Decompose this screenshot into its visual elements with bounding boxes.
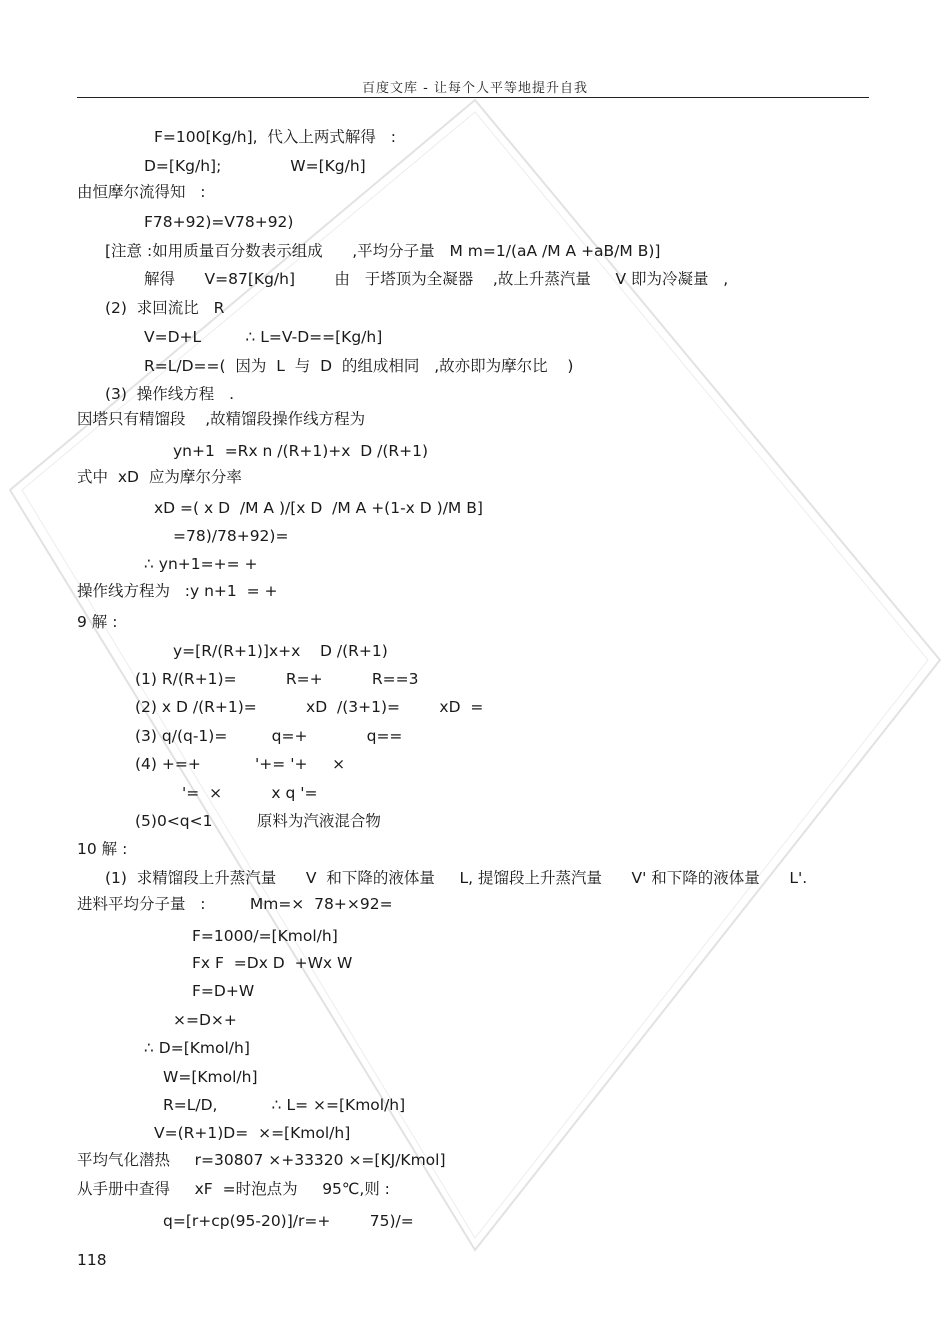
page-number: 118: [77, 1251, 107, 1269]
text-line: y=[R/(R+1)]x+x D /(R+1): [173, 642, 388, 660]
text-line: 解得 V=87[Kg/h] 由 于塔顶为全凝器 ,故上升蒸汽量 V 即为冷凝量 ,: [144, 270, 729, 288]
text-line: (2) x D /(R+1)= xD /(3+1)= xD =: [135, 698, 484, 716]
text-line: yn+1 =Rx n /(R+1)+x D /(R+1): [173, 442, 429, 460]
text-line: '= × x q '=: [182, 784, 318, 802]
text-line: F78+92)=V78+92): [144, 213, 294, 231]
text-line: 10 解 :: [77, 840, 128, 858]
text-line: ∴ D=[Kmol/h]: [144, 1039, 250, 1057]
text-line: (1) 求精馏段上升蒸汽量 V 和下降的液体量 L, 提馏段上升蒸汽量 V' 和下降的液体量 L'.: [105, 869, 808, 887]
text-line: ×=D×+: [173, 1011, 237, 1029]
text-line: (3) 操作线方程 .: [105, 385, 235, 403]
text-line: 操作线方程为 :y n+1 = +: [77, 582, 278, 600]
text-line: W=[Kmol/h]: [163, 1068, 258, 1086]
text-line: (3) q/(q-1)= q=+ q==: [135, 727, 403, 745]
text-line: [注意 :如用质量百分数表示组成 ,平均分子量 M m=1/(aA /M A +aB/M B)]: [105, 242, 661, 260]
text-line: Fx F =Dx D +Wx W: [192, 954, 353, 972]
text-line: (2) 求回流比 R: [105, 299, 225, 317]
text-line: F=D+W: [192, 982, 255, 1000]
text-line: V=(R+1)D= ×=[Kmol/h]: [154, 1124, 351, 1142]
text-line: F=100[Kg/h], 代入上两式解得 :: [154, 128, 396, 146]
text-line: 从手册中查得 xF =时泡点为 95℃,则 :: [77, 1180, 390, 1198]
text-line: R=L/D, ∴ L= ×=[Kmol/h]: [163, 1096, 406, 1114]
text-line: q=[r+cp(95-20)]/r=+ 75)/=: [163, 1212, 414, 1230]
text-line: (5)0<q<1 原料为汽液混合物: [135, 812, 381, 830]
text-line: (4) +=+ '+= '+ ×: [135, 755, 346, 773]
text-line: V=D+L ∴ L=V-D==[Kg/h]: [144, 328, 383, 346]
text-line: 因塔只有精馏段 ,故精馏段操作线方程为: [77, 410, 366, 428]
text-line: xD =( x D /M A )/[x D /M A +(1-x D )/M B]: [154, 499, 483, 517]
header-rule: [77, 97, 869, 98]
text-line: (1) R/(R+1)= R=+ R==3: [135, 670, 419, 688]
text-line: R=L/D==( 因为 L 与 D 的组成相同 ,故亦即为摩尔比 ): [144, 357, 574, 375]
page-header: 百度文库 - 让每个人平等地提升自我: [362, 81, 588, 96]
text-line: =78)/78+92)=: [173, 527, 289, 545]
text-line: 进料平均分子量 : Mm=× 78+×92=: [77, 895, 393, 913]
text-line: ∴ yn+1=+= +: [144, 555, 258, 573]
text-line: F=1000/=[Kmol/h]: [192, 927, 338, 945]
text-line: 9 解 :: [77, 613, 118, 631]
text-line: 式中 xD 应为摩尔分率: [77, 468, 242, 486]
text-line: D=[Kg/h]; W=[Kg/h]: [144, 157, 366, 175]
text-line: 平均气化潜热 r=30807 ×+33320 ×=[KJ/Kmol]: [77, 1151, 446, 1169]
text-line: 由恒摩尔流得知 :: [77, 183, 206, 201]
